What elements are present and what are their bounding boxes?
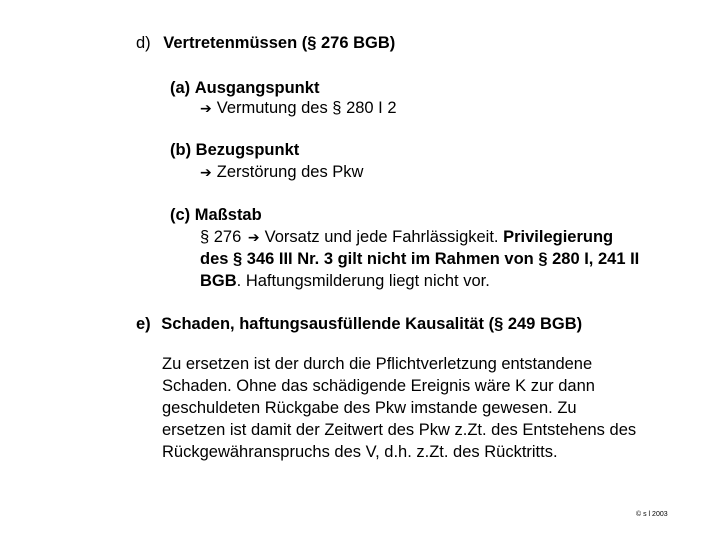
arrow-right-icon: ➔ (200, 101, 212, 117)
item-c-line-3 (200, 271, 490, 291)
item-c-heading (170, 205, 262, 225)
paragraph-line: Zu ersetzen ist der durch die Pflichtverletzung entstandene (162, 355, 593, 373)
section-e-paragraph (162, 353, 636, 463)
item-b-title: Bezugspunkt (195, 141, 300, 159)
item-a-heading (170, 78, 319, 98)
section-e-marker: e) (136, 315, 151, 333)
item-c-line3-text: . Haftungsmilderung liegt nicht vor. (236, 272, 490, 290)
paragraph-line: geschuldeten Rückgabe des Pkw imstande gewesen. Zu (162, 399, 577, 417)
section-e-heading (136, 314, 582, 334)
item-c-line1-bold: Privilegierung (503, 228, 614, 246)
paragraph-line: Schaden. Ohne das schädigende Ereignis wäre K zur dann (162, 377, 595, 395)
item-b-detail-line (200, 162, 363, 183)
paragraph-line: ersetzen ist damit der Zeitwert des Pkw z.Zt. des Entstehens des (162, 421, 637, 439)
copyright-footer: © s l 2003 (636, 511, 668, 518)
item-c-title: Maßstab (194, 206, 262, 224)
item-a-detail: Vermutung des § 280 I 2 (216, 99, 397, 117)
item-a-title: Ausgangspunkt (194, 79, 320, 97)
item-c-line3-bold: BGB (200, 272, 237, 290)
item-c-line-1 (200, 227, 613, 248)
paragraph-line: Rückgewähranspruchs des V, d.h. z.Zt. des Rücktritts. (162, 443, 558, 461)
section-d-marker: d) (136, 34, 151, 52)
arrow-right-icon: ➔ (200, 165, 212, 181)
item-b-detail: Zerstörung des Pkw (216, 163, 364, 181)
item-c-marker: (c) (170, 206, 191, 224)
item-a-marker: (a) (170, 79, 191, 97)
item-c-line1-text: Vorsatz und jede Fahrlässigkeit. (264, 228, 499, 246)
item-b-marker: (b) (170, 141, 192, 159)
section-d-heading (136, 33, 395, 53)
section-d-title: Vertretenmüssen (§ 276 BGB) (163, 34, 396, 52)
item-c-prefix: § 276 (200, 228, 242, 246)
arrow-right-icon: ➔ (247, 230, 260, 246)
item-b-heading (170, 140, 299, 160)
section-e-title: Schaden, haftungsausfüllende Kausalität (§ 249 BGB) (161, 315, 583, 333)
item-a-detail-line (200, 98, 397, 119)
item-c-line-2: des § 346 III Nr. 3 gilt nicht im Rahmen von § 280 I, 241 II (200, 250, 640, 268)
